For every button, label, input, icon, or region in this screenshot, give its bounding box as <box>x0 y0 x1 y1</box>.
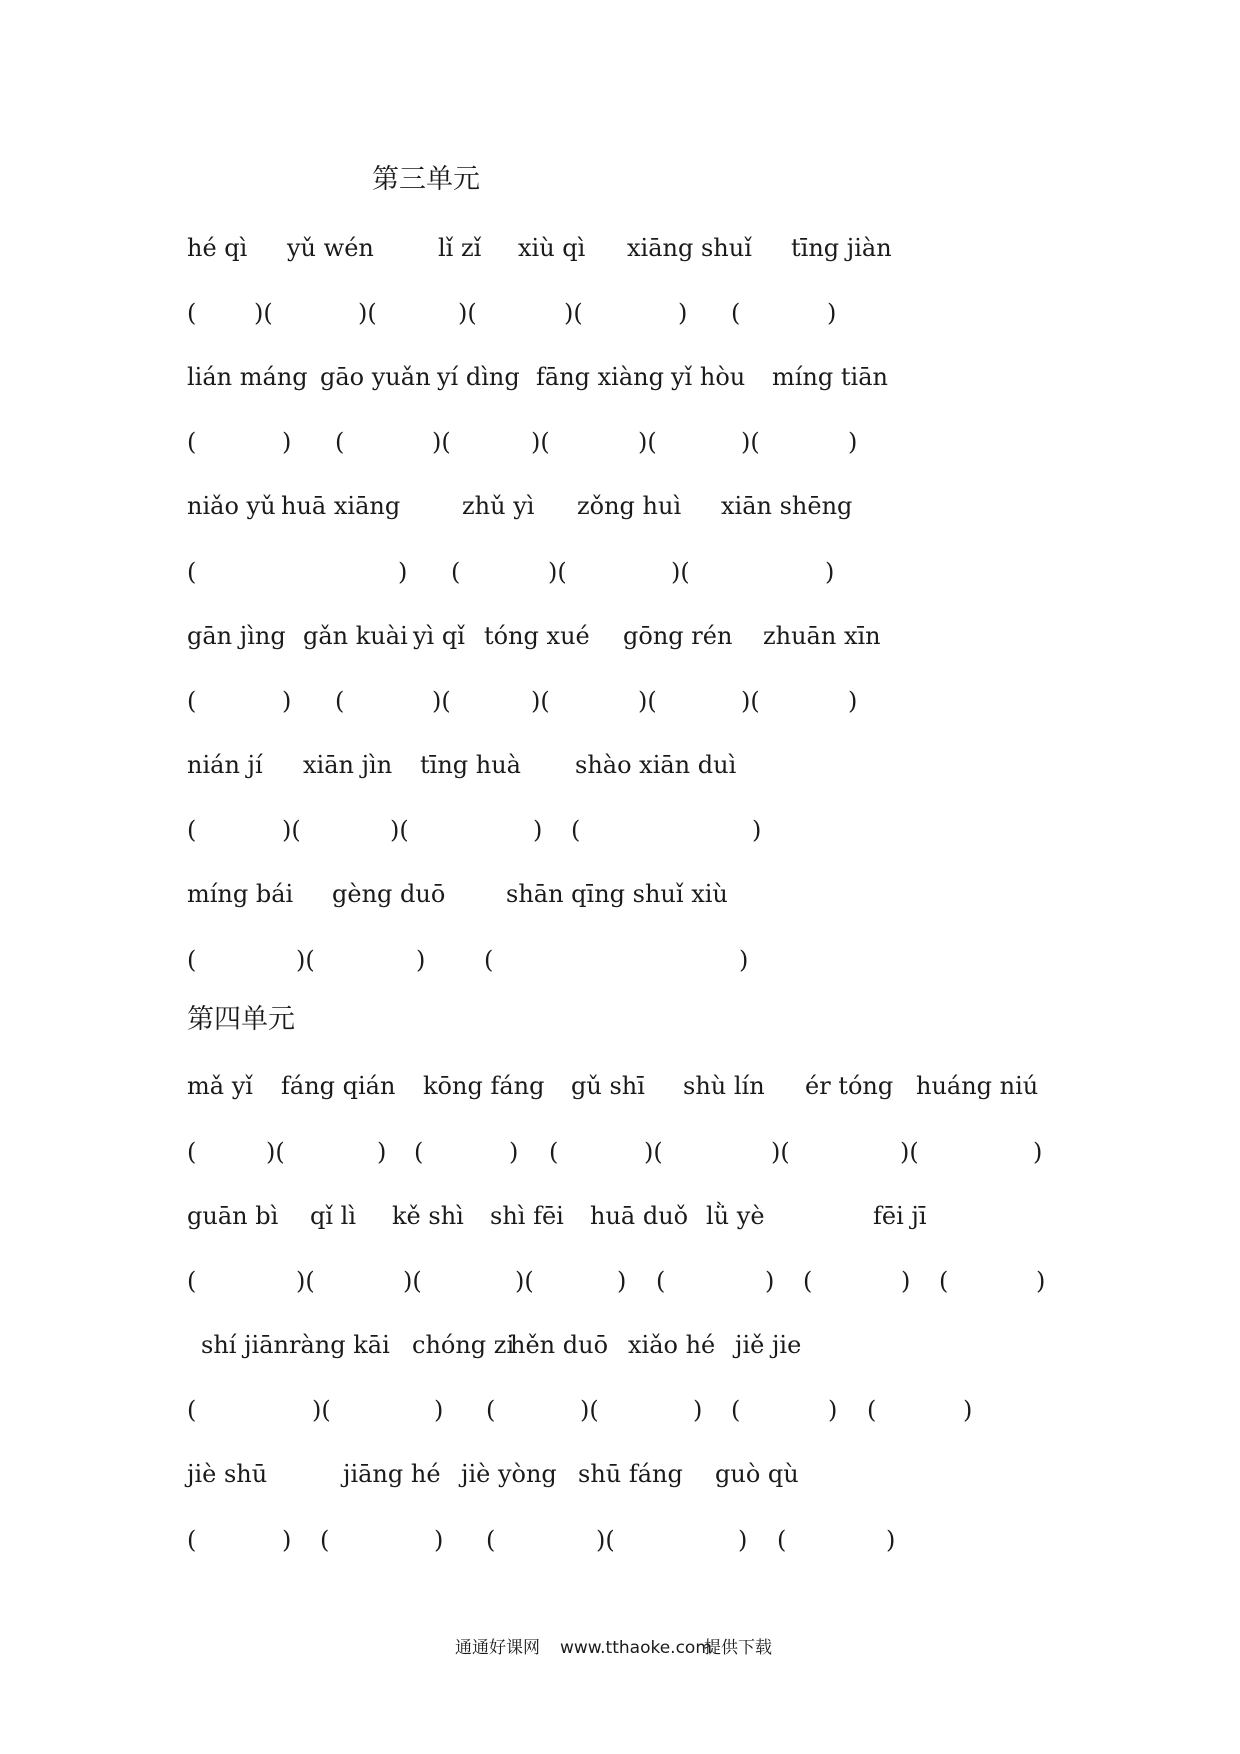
pinyin-item: kōng fáng <box>423 1072 545 1100</box>
pinyin-item: lǐ zǐ <box>438 234 482 262</box>
paren-mark: ) <box>617 1267 627 1295</box>
pinyin-item: chóng zi <box>412 1331 515 1359</box>
paren-mark: ( <box>187 428 197 456</box>
unit3-pinyin-row-2 <box>0 359 1240 395</box>
pinyin-item: guān bì <box>187 1202 279 1230</box>
paren-mark: )( <box>580 1396 599 1424</box>
pinyin-item: jiāng hé <box>343 1460 441 1488</box>
pinyin-item: mǎ yǐ <box>187 1072 253 1100</box>
paren-mark: )( <box>296 1267 315 1295</box>
unit3-answer-row-4 <box>0 683 1240 719</box>
paren-mark: ) <box>848 687 858 715</box>
pinyin-item: xiǎo hé <box>628 1331 716 1359</box>
paren-mark: ) <box>533 816 543 844</box>
pinyin-item: qǐ lì <box>310 1202 357 1230</box>
pinyin-item: xiù qì <box>518 234 586 262</box>
pinyin-item: nián jí <box>187 751 263 779</box>
paren-mark: ) <box>739 946 749 974</box>
unit4-title: 第四单元 <box>187 1004 295 1035</box>
paren-mark: ) <box>901 1267 911 1295</box>
unit3-pinyin-row-4 <box>0 618 1240 654</box>
paren-mark: ) <box>827 299 837 327</box>
paren-mark: ) <box>825 558 835 586</box>
pinyin-item: huáng niú <box>916 1072 1039 1100</box>
paren-mark: ) <box>678 299 688 327</box>
pinyin-item: tīng jiàn <box>791 234 892 262</box>
pinyin-item: huā xiāng <box>281 492 401 520</box>
paren-mark: )( <box>741 687 760 715</box>
pinyin-item: míng tiān <box>772 363 888 391</box>
pinyin-item: gǔ shī <box>571 1072 645 1100</box>
paren-mark: )( <box>638 687 657 715</box>
pinyin-item: gōng rén <box>623 622 733 650</box>
paren-mark: ) <box>1036 1267 1046 1295</box>
paren-mark: ( <box>486 1396 496 1424</box>
footer-download-text: 提供下载 <box>704 1638 772 1658</box>
paren-mark: )( <box>282 816 301 844</box>
paren-mark: ) <box>282 687 292 715</box>
paren-mark: )( <box>296 946 315 974</box>
paren-mark: ( <box>803 1267 813 1295</box>
pinyin-item: tóng xué <box>484 622 590 650</box>
paren-mark: )( <box>515 1267 534 1295</box>
pinyin-item: xiān shēng <box>721 492 853 520</box>
unit4-answer-row-1 <box>0 1134 1240 1170</box>
unit3-answer-row-1 <box>0 295 1240 331</box>
pinyin-item: shào xiān duì <box>575 751 737 779</box>
pinyin-item: niǎo yǔ <box>187 492 276 520</box>
paren-mark: ) <box>963 1396 973 1424</box>
pinyin-item: jiě jie <box>735 1331 802 1359</box>
pinyin-item: zhuān xīn <box>763 622 881 650</box>
pinyin-item: fāng xiàng <box>536 363 664 391</box>
pinyin-item: zǒng huì <box>577 492 682 520</box>
unit4-answer-row-4 <box>0 1522 1240 1558</box>
paren-mark: ( <box>549 1138 559 1166</box>
unit3-pinyin-row-6 <box>0 876 1240 912</box>
unit3-answer-row-6 <box>0 942 1240 978</box>
paren-mark: ) <box>509 1138 519 1166</box>
paren-mark: ( <box>187 816 197 844</box>
pinyin-item: shān qīng shuǐ xiù <box>506 880 728 908</box>
paren-mark: ) <box>398 558 408 586</box>
pinyin-item: shì fēi <box>490 1202 564 1230</box>
paren-mark: )( <box>390 816 409 844</box>
unit3-title: 第三单元 <box>372 164 480 195</box>
paren-mark: ) <box>434 1526 444 1554</box>
paren-mark: )( <box>358 299 377 327</box>
pinyin-item: gāo yuǎn <box>320 363 431 391</box>
pinyin-item: xiān jìn <box>303 751 393 779</box>
unit3-answer-row-2 <box>0 424 1240 460</box>
paren-mark: )( <box>644 1138 663 1166</box>
unit4-pinyin-row-1 <box>0 1068 1240 1104</box>
unit3-answer-row-3 <box>0 554 1240 590</box>
pinyin-item: gǎn kuài <box>303 622 408 650</box>
paren-mark: )( <box>531 687 550 715</box>
paren-mark: ( <box>486 1526 496 1554</box>
pinyin-item: yì qǐ <box>413 622 465 650</box>
unit4-answer-row-2 <box>0 1263 1240 1299</box>
pinyin-item: míng bái <box>187 880 294 908</box>
paren-mark: ( <box>320 1526 330 1554</box>
paren-mark: ( <box>187 1138 197 1166</box>
pinyin-item: hé qì <box>187 234 248 262</box>
paren-mark: ( <box>867 1396 877 1424</box>
pinyin-item: shū fáng <box>578 1460 683 1488</box>
paren-mark: )( <box>531 428 550 456</box>
paren-mark: ( <box>335 428 345 456</box>
paren-mark: ) <box>738 1526 748 1554</box>
paren-mark: ( <box>731 1396 741 1424</box>
pinyin-item: huā duǒ <box>590 1202 689 1230</box>
paren-mark: ( <box>187 299 197 327</box>
paren-mark: )( <box>771 1138 790 1166</box>
unit4-pinyin-row-4 <box>0 1456 1240 1492</box>
paren-mark: ( <box>571 816 581 844</box>
pinyin-item: shù lín <box>683 1072 765 1100</box>
paren-mark: )( <box>403 1267 422 1295</box>
paren-mark: ) <box>693 1396 703 1424</box>
pinyin-item: kě shì <box>392 1202 464 1230</box>
paren-mark: )( <box>266 1138 285 1166</box>
pinyin-item: yǐ hòu <box>671 363 746 391</box>
paren-mark: )( <box>432 428 451 456</box>
paren-mark: )( <box>638 428 657 456</box>
paren-mark: ( <box>777 1526 787 1554</box>
paren-mark: ( <box>187 687 197 715</box>
pinyin-item: jiè shū <box>187 1460 268 1488</box>
pinyin-item: ràng kāi <box>289 1331 390 1359</box>
paren-mark: )( <box>312 1396 331 1424</box>
paren-mark: )( <box>671 558 690 586</box>
paren-mark: )( <box>458 299 477 327</box>
pinyin-item: lǜ yè <box>706 1202 765 1230</box>
pinyin-item: ér tóng <box>805 1072 894 1100</box>
paren-mark: ( <box>939 1267 949 1295</box>
unit4-pinyin-row-2 <box>0 1198 1240 1234</box>
pinyin-item: guò qù <box>715 1460 799 1488</box>
paren-mark: )( <box>900 1138 919 1166</box>
paren-mark: ( <box>187 1396 197 1424</box>
pinyin-item: fáng qián <box>281 1072 396 1100</box>
paren-mark: ) <box>282 1526 292 1554</box>
unit4-pinyin-row-3 <box>0 1327 1240 1363</box>
pinyin-item: fēi jī <box>873 1202 927 1230</box>
pinyin-item: gān jìng <box>187 622 286 650</box>
paren-mark: )( <box>548 558 567 586</box>
paren-mark: ( <box>187 1526 197 1554</box>
pinyin-item: jiè yòng <box>461 1460 557 1488</box>
paren-mark: ( <box>414 1138 424 1166</box>
paren-mark: )( <box>741 428 760 456</box>
pinyin-item: shí jiān <box>201 1331 289 1359</box>
pinyin-item: yǔ wén <box>287 234 374 262</box>
unit3-pinyin-row-1 <box>0 230 1240 266</box>
paren-mark: )( <box>596 1526 615 1554</box>
pinyin-item: xiāng shuǐ <box>627 234 752 262</box>
paren-mark: ( <box>335 687 345 715</box>
unit3-pinyin-row-5 <box>0 747 1240 783</box>
pinyin-item: gèng duō <box>332 880 446 908</box>
footer-url: www.tthaoke.com <box>560 1638 712 1658</box>
paren-mark: ) <box>886 1526 896 1554</box>
paren-mark: ( <box>484 946 494 974</box>
paren-mark: ) <box>416 946 426 974</box>
paren-mark: ( <box>656 1267 666 1295</box>
paren-mark: ( <box>187 1267 197 1295</box>
paren-mark: ( <box>187 558 197 586</box>
paren-mark: ) <box>828 1396 838 1424</box>
unit4-answer-row-3 <box>0 1392 1240 1428</box>
paren-mark: ) <box>434 1396 444 1424</box>
footer-site-name: 通通好课网 <box>455 1638 540 1658</box>
paren-mark: ) <box>1033 1138 1043 1166</box>
paren-mark: )( <box>564 299 583 327</box>
pinyin-item: yí dìng <box>437 363 520 391</box>
paren-mark: ) <box>752 816 762 844</box>
pinyin-item: hěn duō <box>510 1331 609 1359</box>
paren-mark: )( <box>254 299 273 327</box>
paren-mark: ( <box>187 946 197 974</box>
paren-mark: ) <box>282 428 292 456</box>
paren-mark: )( <box>432 687 451 715</box>
unit3-pinyin-row-3 <box>0 488 1240 524</box>
pinyin-item: lián máng <box>187 363 308 391</box>
paren-mark: ) <box>377 1138 387 1166</box>
paren-mark: ) <box>765 1267 775 1295</box>
pinyin-item: tīng huà <box>420 751 521 779</box>
pinyin-item: zhǔ yì <box>462 492 535 520</box>
unit3-answer-row-5 <box>0 812 1240 848</box>
paren-mark: ( <box>451 558 461 586</box>
paren-mark: ) <box>848 428 858 456</box>
paren-mark: ( <box>731 299 741 327</box>
